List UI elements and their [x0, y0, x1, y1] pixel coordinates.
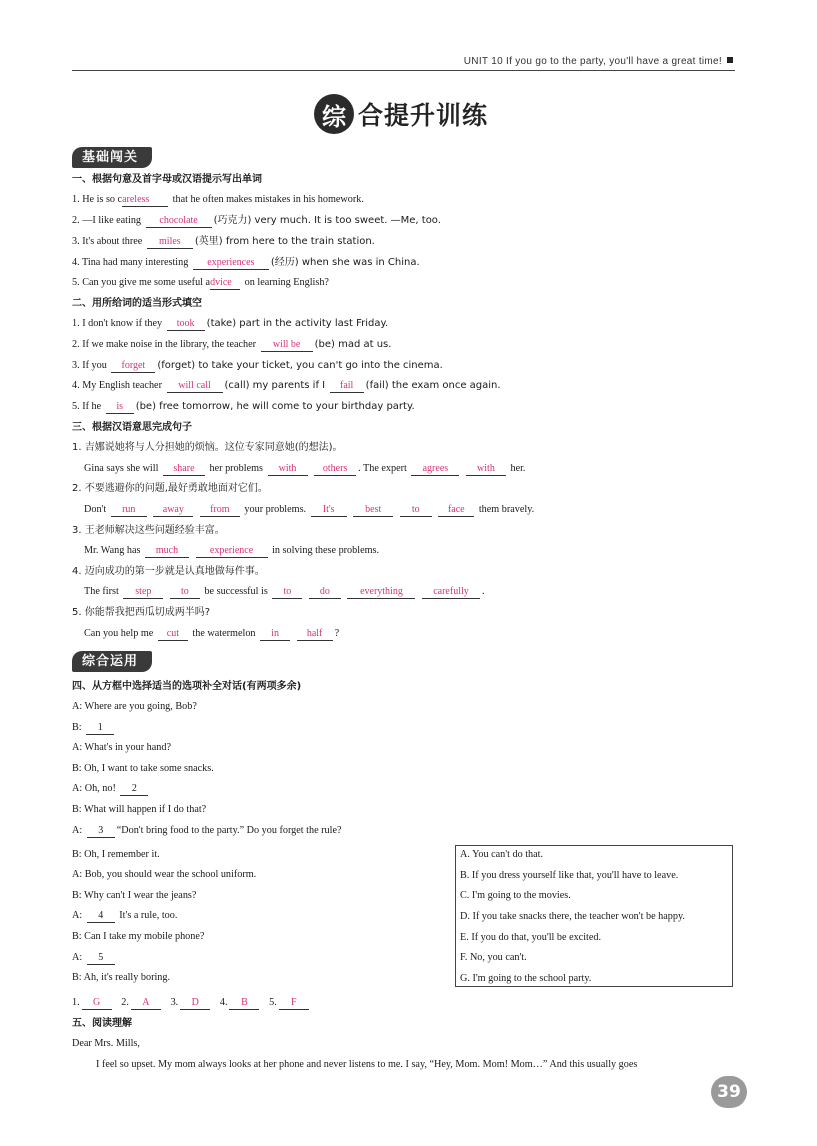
dialogue-line: B: Oh, I want to take some snacks. [72, 763, 214, 774]
answer-blank[interactable]: in [260, 628, 290, 641]
title-circle-char: 综 [314, 94, 354, 134]
option-item: B. If you dress yourself like that, you'll have to leave. [460, 870, 679, 881]
options-box [455, 845, 733, 987]
answer-blank[interactable]: fail [330, 380, 364, 393]
option-item: D. If you take snacks there, the teacher won't be happy. [460, 911, 685, 922]
part3-q3-english: Mr. Wang has much experience in solving these problems. [84, 545, 380, 556]
answer-blank[interactable]: step [123, 586, 163, 599]
dialogue-line: A: Where are you going, Bob? [72, 701, 197, 712]
part3-q1-english: Gina says she will share her problems with others . The expert agrees with her. [84, 463, 526, 474]
dialogue-line: A: Oh, no! 2 [72, 782, 150, 796]
part3-q3-chinese: 3. 王老师解决这些问题经验丰富。 [72, 525, 225, 536]
dialogue-line: B: What will happen if I do that? [72, 804, 207, 815]
dialogue-line: B: Can I take my mobile phone? [72, 931, 205, 942]
answer-blank[interactable]: to [272, 586, 302, 599]
part3-q5-english: Can you help me cut the watermelon in half ? [84, 628, 340, 639]
answer-blank[interactable]: will be [261, 339, 313, 352]
part4-heading: 四、从方框中选择适当的选项补全对话(有两项多余) [72, 681, 302, 692]
answer-blank[interactable]: 2 [120, 783, 148, 796]
answer-blank[interactable]: with [466, 463, 506, 476]
answer-blank[interactable]: is [106, 401, 134, 414]
dialogue-line: B: Oh, I remember it. [72, 849, 160, 860]
dialogue-line: A: Bob, you should wear the school uniform. [72, 869, 257, 880]
part2-q4: 4. My English teacher will call (call) my parents if I fail (fail) the exam once again. [72, 380, 501, 391]
letter-body: I feel so upset. My mom always looks at her phone and never listens to me. I say, “Hey, Mom. Mom! Mom…” And this usually goes [96, 1059, 638, 1070]
answer-blank[interactable]: run [111, 504, 147, 517]
answer-blank[interactable]: areless [122, 194, 168, 207]
part1-q2: 2. —I like eating chocolate (巧克力) very much. It is too sweet. —Me, too. [72, 215, 441, 226]
option-item: E. If you do that, you'll be excited. [460, 932, 602, 943]
answer-blank[interactable]: from [200, 504, 240, 517]
part2-q5: 5. If he is (be) free tomorrow, he will come to your birthday party. [72, 401, 415, 412]
answer-blank[interactable]: with [268, 463, 308, 476]
answer-blank[interactable]: 3 [87, 825, 115, 838]
part1-q3: 3. It's about three miles (英里) from here to the train station. [72, 236, 375, 247]
answer-blank[interactable]: best [353, 504, 393, 517]
dialogue-line: A: 5 [72, 951, 117, 965]
answer-blank[interactable]: 1 [86, 722, 114, 735]
title-text: 合提升训练 [358, 101, 489, 130]
part3-q1-chinese: 1. 吉娜说她将与人分担她的烦恼。这位专家同意她(的想法)。 [72, 442, 343, 453]
answer-blank[interactable]: will call [167, 380, 223, 393]
page-number: 39 [711, 1076, 747, 1108]
page-title [314, 92, 488, 136]
answer-blank[interactable]: F [279, 997, 309, 1010]
answer-row: 1. G 2. A 3. D 4. B 5. F [72, 996, 311, 1010]
part1-q5: 5. Can you give me some useful advice on learning English? [72, 277, 329, 288]
part2-heading: 二、用所给词的适当形式填空 [72, 298, 202, 309]
answer-blank[interactable]: others [314, 463, 356, 476]
dialogue-line: A: 4 It's a rule, too. [72, 910, 178, 921]
answer-blank[interactable]: A [131, 997, 161, 1010]
part2-q2: 2. If we make noise in the library, the teacher will be (be) mad at us. [72, 339, 392, 350]
answer-blank[interactable]: away [153, 504, 193, 517]
dialogue-line: B: Ah, it's really boring. [72, 972, 171, 983]
answer-blank[interactable]: miles [147, 236, 193, 249]
answer-blank[interactable]: experience [196, 545, 268, 558]
part1-heading: 一、根据句意及首字母或汉语提示写出单词 [72, 174, 262, 185]
letter-greeting: Dear Mrs. Mills, [72, 1038, 140, 1049]
dialogue-line: A: What's in your hand? [72, 742, 171, 753]
answer-blank[interactable]: experiences [193, 257, 269, 270]
option-item: C. I'm going to the movies. [460, 890, 571, 901]
part1-q1: 1. He is so careless that he often makes mistakes in his homework. [72, 194, 364, 205]
answer-blank[interactable]: dvice [210, 277, 240, 290]
dialogue-line: A: 3 “Don't bring food to the party.” Do you forget the rule? [72, 825, 342, 836]
part3-heading: 三、根据汉语意思完成句子 [72, 422, 192, 433]
answer-blank[interactable]: share [163, 463, 205, 476]
dialogue-line: B: Why can't I wear the jeans? [72, 890, 197, 901]
answer-blank[interactable]: cut [158, 628, 188, 641]
answer-blank[interactable]: took [167, 318, 205, 331]
part5-heading: 五、阅读理解 [72, 1018, 132, 1029]
part1-q4: 4. Tina had many interesting experiences (经历) when she was in China. [72, 257, 420, 268]
answer-blank[interactable]: forget [111, 360, 155, 373]
option-item: A. You can't do that. [460, 849, 544, 860]
part3-q4-english: The first step to be successful is to do everything carefully . [84, 586, 485, 597]
part3-q2-english: Don't run away from your problems. It's best to face them bravely. [84, 504, 535, 515]
answer-blank[interactable]: G [82, 997, 112, 1010]
answer-blank[interactable]: carefully [422, 586, 480, 599]
answer-blank[interactable]: half [297, 628, 333, 641]
section-badge-apply: 综合运用 [72, 651, 152, 672]
part3-q4-chinese: 4. 迈向成功的第一步就是认真地做每件事。 [72, 566, 265, 577]
answer-blank[interactable]: D [180, 997, 210, 1010]
answer-blank[interactable]: to [170, 586, 200, 599]
answer-blank[interactable]: agrees [411, 463, 459, 476]
dialogue-line: B: 1 [72, 721, 116, 735]
part2-q3: 3. If you forget (forget) to take your ticket, you can't go into the cinema. [72, 360, 443, 371]
part2-q1: 1. I don't know if they took (take) part in the activity last Friday. [72, 318, 389, 329]
section-badge-basic: 基础闯关 [72, 147, 152, 168]
answer-blank[interactable]: to [400, 504, 432, 517]
option-item: F. No, you can't. [460, 952, 527, 963]
answer-blank[interactable]: do [309, 586, 341, 599]
part3-q5-chinese: 5. 你能帮我把西瓜切成两半吗? [72, 607, 211, 618]
answer-blank[interactable]: 4 [87, 910, 115, 923]
answer-blank[interactable]: everything [347, 586, 415, 599]
part3-q2-chinese: 2. 不要逃避你的问题,最好勇敢地面对它们。 [72, 483, 268, 494]
running-header: UNIT 10 If you go to the party, you'll have a great time! [464, 56, 733, 67]
answer-blank[interactable]: face [438, 504, 474, 517]
answer-blank[interactable]: chocolate [146, 215, 212, 228]
answer-blank[interactable]: B [229, 997, 259, 1010]
answer-blank[interactable]: It's [311, 504, 347, 517]
option-item: G. I'm going to the school party. [460, 973, 592, 984]
header-rule [72, 70, 735, 71]
square-bullet-icon [727, 57, 733, 63]
answer-blank[interactable]: 5 [87, 952, 115, 965]
answer-blank[interactable]: much [145, 545, 189, 558]
